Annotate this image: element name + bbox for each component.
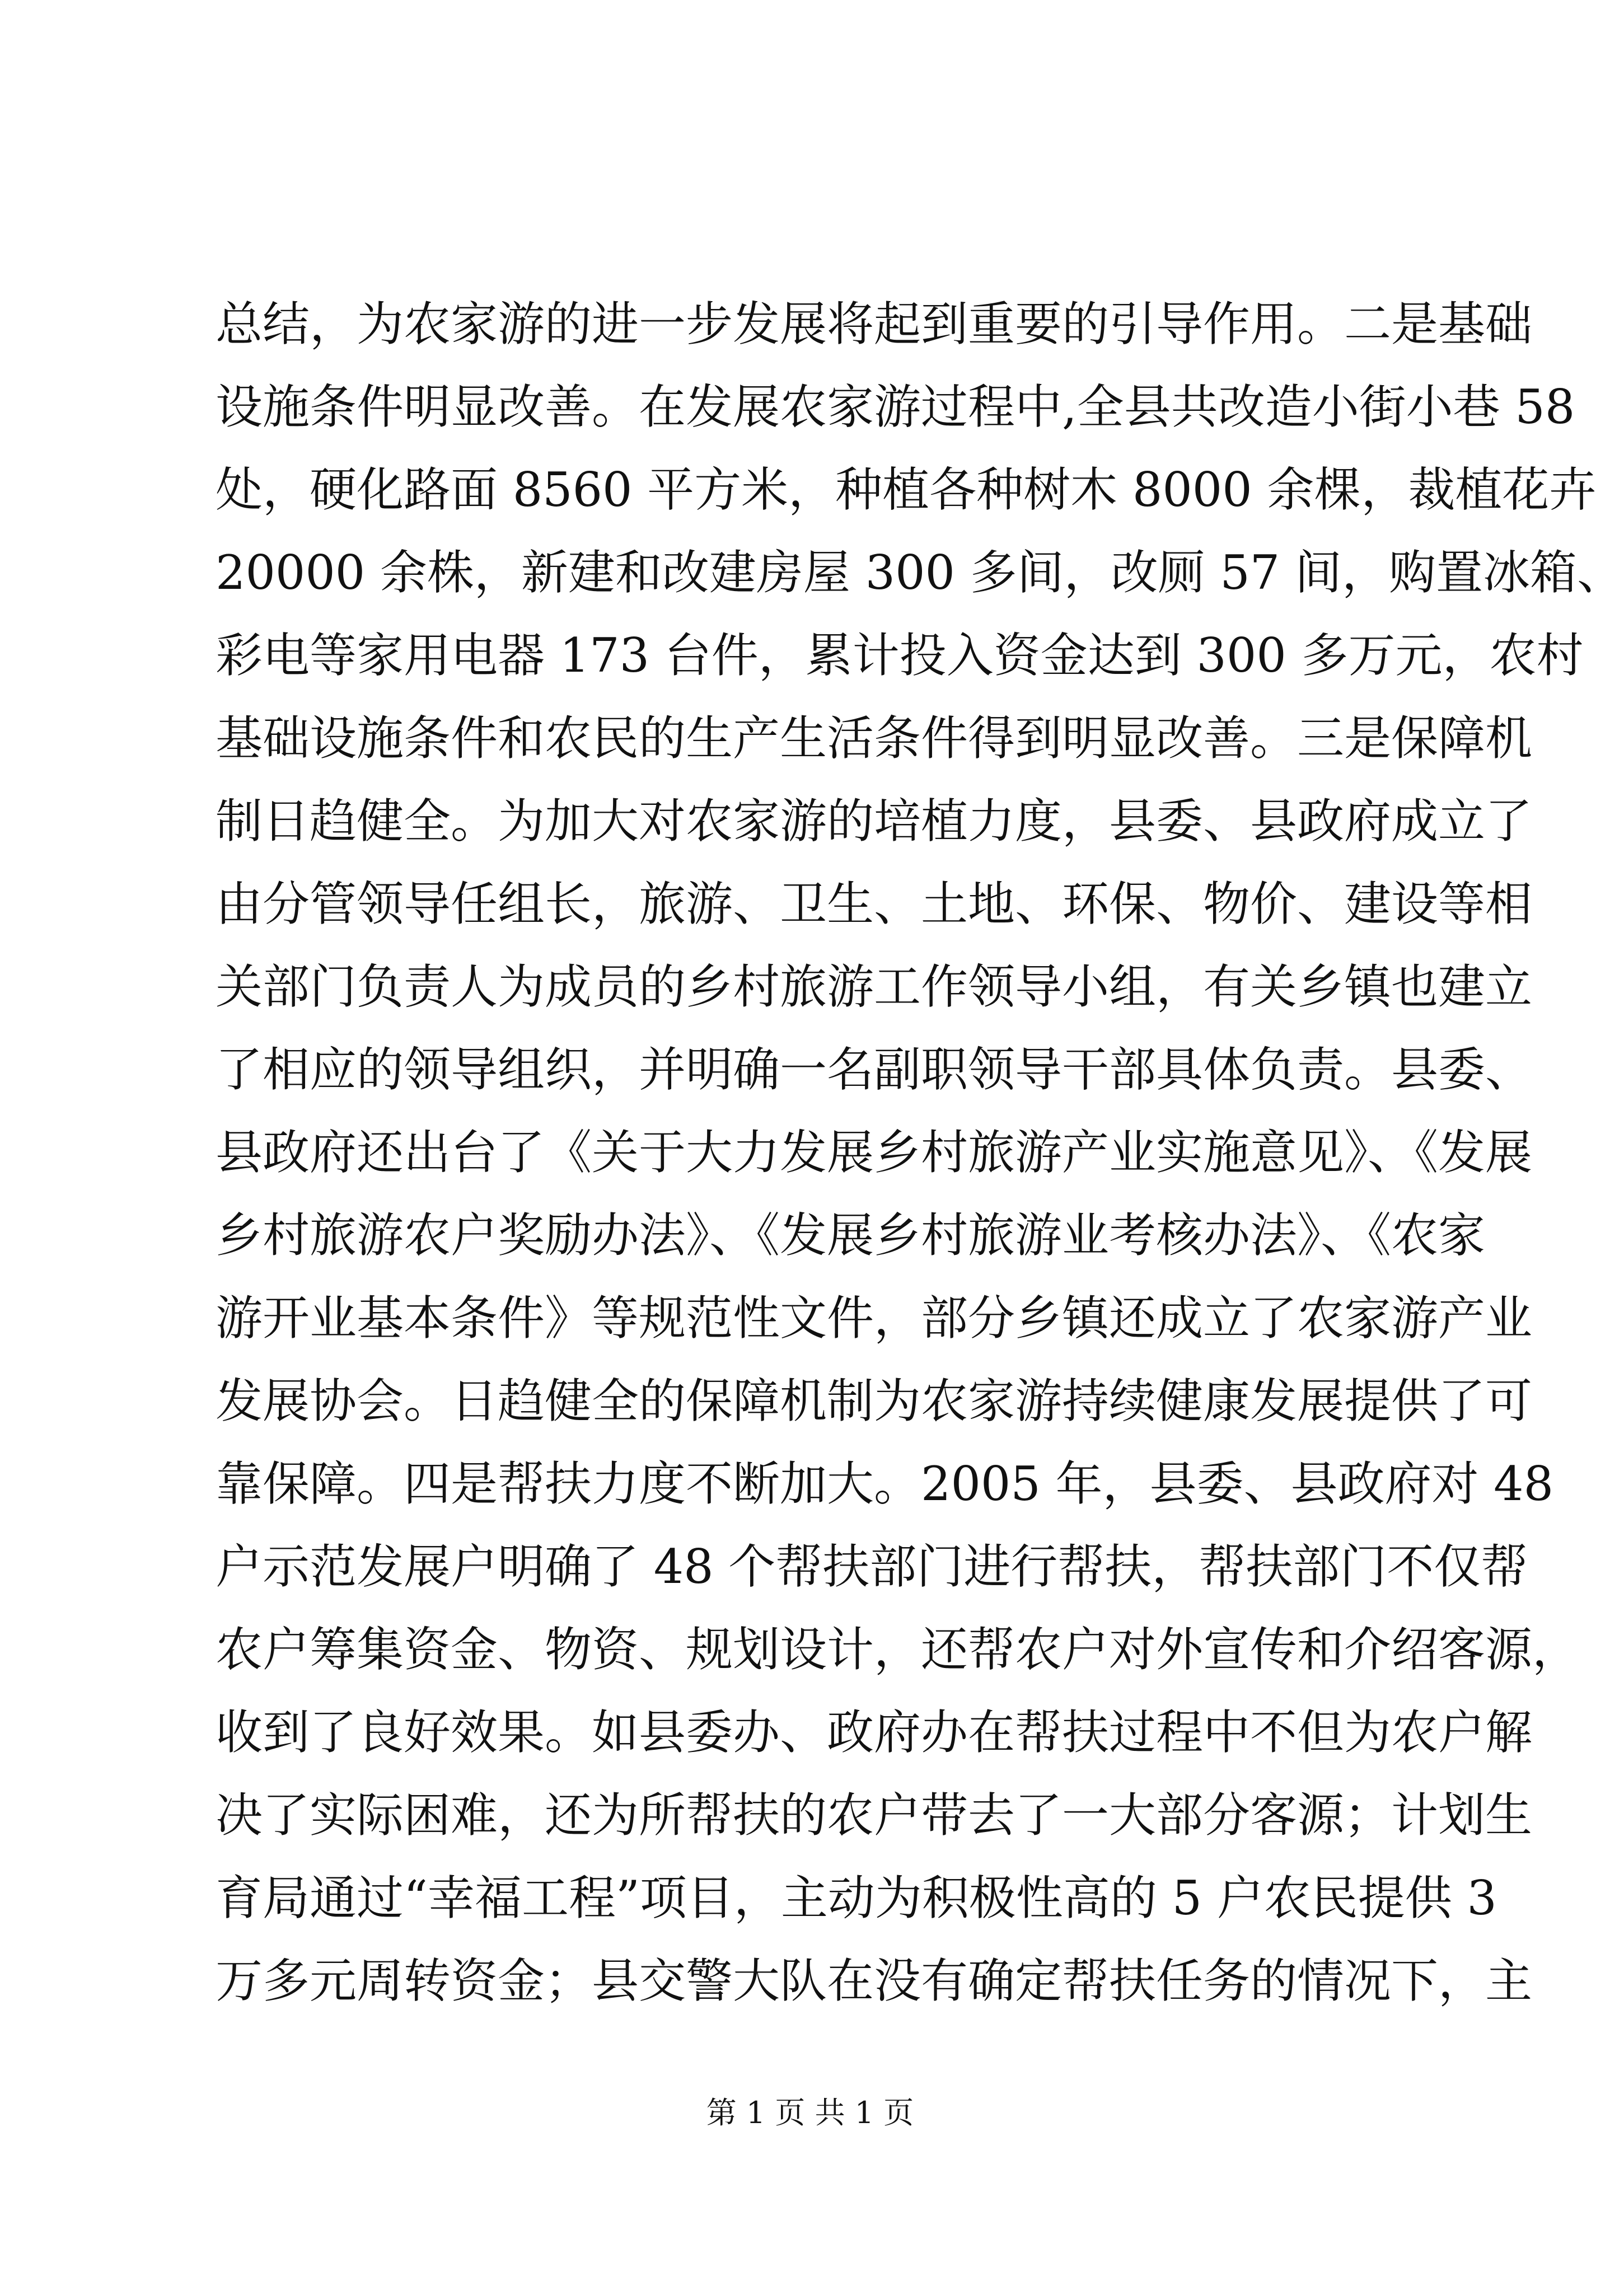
text-line: 20000 余株，新建和改建房屋 300 多间，改厕 57 间，购置冰箱、 bbox=[216, 545, 1624, 600]
text-line: 设施条件明显改善。在发展农家游过程中,全县共改造小街小巷 58 bbox=[216, 380, 1575, 434]
text-line: 基础设施条件和农民的生产生活条件得到明显改善。三是保障机 bbox=[216, 711, 1533, 766]
text-line: 彩电等家用电器 173 台件，累计投入资金达到 300 多万元，农村 bbox=[216, 628, 1584, 683]
text-line: 关部门负责人为成员的乡村旅游工作领导小组，有关乡镇也建立 bbox=[216, 959, 1533, 1014]
text-line: 收到了良好效果。如县委办、政府办在帮扶过程中不但为农户解 bbox=[216, 1705, 1533, 1760]
text-line: 处，硬化路面 8560 平方米，种植各种树木 8000 余棵，裁植花卉 bbox=[216, 462, 1597, 517]
text-line: 由分管领导任组长，旅游、卫生、土地、环保、物价、建设等相 bbox=[216, 877, 1533, 931]
text-line: 乡村旅游农户奖励办法》、《发展乡村旅游业考核办法》、《农家 bbox=[216, 1208, 1486, 1263]
text-line: 总结，为农家游的进一步发展将起到重要的引导作用。二是基础 bbox=[216, 297, 1533, 352]
text-line: 游开业基本条件》等规范性文件，部分乡镇还成立了农家游产业 bbox=[216, 1291, 1533, 1346]
text-line: 决了实际困难，还为所帮扶的农户带去了一大部分客源；计划生 bbox=[216, 1788, 1533, 1843]
text-line: 靠保障。四是帮扶力度不断加大。2005 年，县委、县政府对 48 bbox=[216, 1456, 1554, 1511]
text-line: 户示范发展户明确了 48 个帮扶部门进行帮扶，帮扶部门不仅帮 bbox=[216, 1539, 1528, 1594]
text-line: 了相应的领导组织，并明确一名副职领导干部具体负责。县委、 bbox=[216, 1042, 1533, 1097]
text-line: 农户筹集资金、物资、规划设计，还帮农户对外宣传和介绍客源， bbox=[216, 1622, 1580, 1677]
body-text bbox=[216, 283, 1624, 2022]
text-line: 发展协会。日趋健全的保障机制为农家游持续健康发展提供了可 bbox=[216, 1374, 1533, 1428]
page-number-footer: 第 1 页 共 1 页 bbox=[706, 2095, 914, 2130]
text-line: 制日趋健全。为加大对农家游的培植力度，县委、县政府成立了 bbox=[216, 794, 1533, 849]
text-line: 育局通过“幸福工程”项目，主动为积极性高的 5 户农民提供 3 bbox=[216, 1871, 1497, 1925]
text-line: 万多元周转资金；县交警大队在没有确定帮扶任务的情况下，主 bbox=[216, 1953, 1533, 2008]
text-line: 县政府还出台了《关于大力发展乡村旅游产业实施意见》、《发展 bbox=[216, 1125, 1533, 1180]
